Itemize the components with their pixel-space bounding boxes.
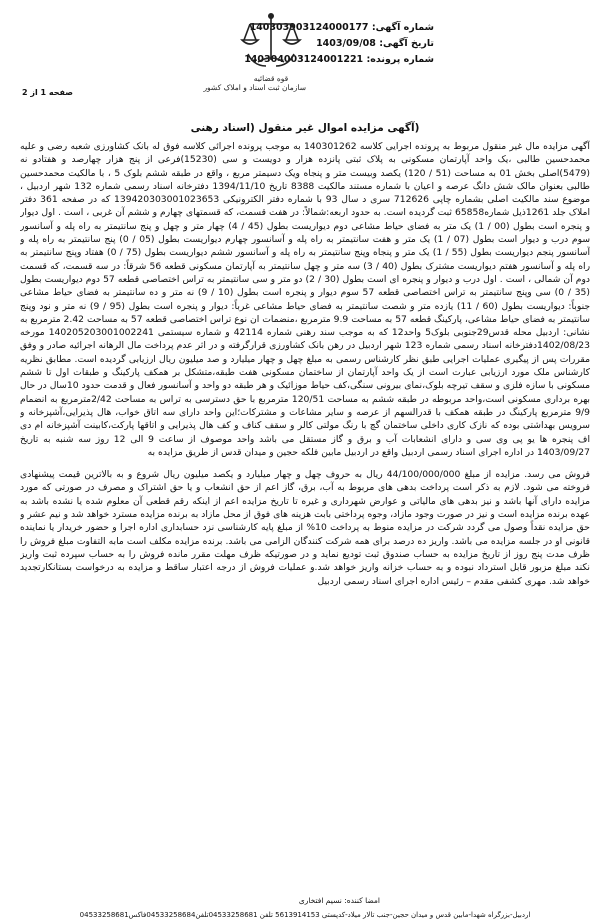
org-name-judiciary: قوه قضائیه [253, 74, 289, 83]
judiciary-emblem [203, 10, 306, 102]
ad-number-label: شماره آگهی: [371, 22, 434, 33]
office-address: اردبیل-بزرگراه شهدا-مابین قدس و میدان حجین-جنب تالار میلاد-کدپستی 5613914153 تلفن 04533258681تلفن04533258684فاکس04533258681 [79, 911, 531, 919]
ad-date: 1403/09/08 [316, 38, 376, 49]
document-body [20, 140, 590, 588]
document-title: (آگهی مزایده اموال غیر منقول (اسناد رهنی [190, 122, 420, 134]
signer-name: امضا کننده: نسیم افتخاری [298, 896, 380, 905]
page-number: صفحه 1 از 2 [22, 88, 73, 97]
ad-date-label: تاریخ آگهی: [379, 38, 434, 49]
ad-number: 140303903124000177 [249, 22, 369, 33]
scales-of-justice-icon [236, 10, 306, 72]
paragraph-property-description: آگهی مزایده مال غیر منقول مربوط به پرونده اجرایی کلاسه 140301262 به موجب پرونده اجرائی کلاسه فوق له بانک کشاورزی شعبه رضی و علیه محمدحسین طالبی ،یک واحد آپارتمان مسکونی به پلاک ثبتی پانزده هزار و دویست و سی (15230)فرعی از پنج هزار چهارصد و هفتادو نه (5479)اصلی بخش 01 به مساحت (51 / 120) یکصد وبیست متر و پنجاه ویک دسیمتر مربع ، واقع در طبقه ششم بلوک 5 ، با مالکیت محمدحسین طالبی بعنوان مالک شش دانگ عرصه و اعیان با شماره مستند مالکیت 8388 تاریخ 1394/11/10 دفترخانه اسناد رسمی شماره 132 شهر اردبیل ، موضوع سند مالکیت اصلی بشماره چاپی 712626 سری د سال 93 با شماره دفتر الکترونیکی 139420303001023653 که در صفحه 361 دفتر املاک جلد 1261ذیل شماره65858 ثبت گردیده است. به حدود اربعه:شمالاً: در هفت قسمت، که قسمتهای چهارم و ششم آن غربی ، است . اول دیوار و پنجره است بطول (00 / 1) یک متر به فضای حیاط مشاعی دوم دیواریست بطول (45 / 4) چهار متر و چهل و پنج سانتیمتر به راه پله و آسانسور سوم درب و دیوار است بطول (07 / 1) یک متر و هفت سانتیمتر به راه پله و آسانسور چهارم دیواریست بطول (05 / 0) پنج سانتیمتر به راه پله و آسانسور پنجم دیواریست بطول (55 / 1) یک متر و پنجاه وپنج سانتیمتر به راه پله و آسانسور ششم دیواریست بطول (75 / 0) هفتاد وپنج سانتیمتر به راه پله و آسانسور هفتم دیواریست مشترک بطول (40 / 3) سه متر و چهل سانتیمتر به آپارتمان مسکونی قطعه 56 شرقاً: در سه قسمت، که قسمت دوم آن شمالی ، است . اول درب و دیوار و پنجره ای است بطول (30 / 2) دو متر و سی سانتیمتر به تراس اختصاصی قطعه 57 دوم دیواریست بطول (35 / 0) سی وپنج سانتیمتر به تراس اختصاصی قطعه 57 سوم دیوار و پنجره است بطول (10 / 9) نه متر و ده سانتیمتر به فضای حیاط مشاعی جنوباً: دیواریست بطول (60 / 11) یازده متر و شصت سانتیمتر به فضای حیاط مشاعی غرباً: دیوار و پنجره است بطول (95 / 9) نه متر و نود وپنج سانتیمتر به فضای حیاط مشاعی، پارکینگ قطعه 57 به مساحت 9.9 مترمربع ،منضمات ان نوع تراس اختصاصی قطعه 57 به مساحت 2.42 مترمربع به نشانی: اردبیل محله قدس29جنوبی بلوک5 واحد12 که به موجب سند رهنی شماره 42114 و شماره سیستمی 140205203001002241 مورخه 1402/08/23دفترخانه اسناد رسمی شماره 123 شهر اردبیل در رهن بانک کشاورزی قرارگرفته و در اثر عدم پرداخت مال الرهانه اجرائیه صادر و وفق مقررات پس از پیگیری عملیات اجرایی طبق نظر کارشناس رسمی به مبلغ چهل و چهار میلیارد و صد میلیون ریال ارزیابی گردیده است. مطابق نظریه کارشناس ملک مورد ارزیابی عبارت است از یک واحد آپارتمان از ساختمان مسکونی هفت طبقه،متشکل بر همکف پارکینگ و طبقات اول تا ششم مسکونی با سازه فلزی و سقف تیرچه بلوک،نمای بیرونی سنگی،کف حیاط موزائیک و هر طبقه دو واحد و آسانسور فعال و قدمت حدود 10سال در حال بهره برداری مسکونی است،واحد مربوطه در طبقه ششم به مساحت 120/51 مترمربع با حق دسترسی به تراس به مساحت 2/42مترمربع به انضمام 9/9 مترمربع پارکینگ در طبقه همکف با قدرالسهم از عرصه و سایر مشاعات و مشترکات؛این واحد دارای سه اتاق خواب، هال پذیرایی،آشپزخانه و سرویس بهداشتی بوده که نازک کاری داخلی ساختمان گچ با رنگ مولتی کالر و سقف کناف و کف هال پذیرایی و اتاقها پارکت،کابینت آشپزخانه ام دی اف پنجره ها یو پی وی سی و دارای انشعابات آب و برق و گاز مستقل می باشد واحد موصوف از ساعت 9 الی 12 روز سه شنبه به تاریخ 1403/09/27 در اداره اجرای اسناد رسمی اردبیل واقع در اردبیل مابین فلکه حجین و میدان قدس از طریق مزایده به [20, 141, 590, 458]
case-number-label: شماره پرونده: [366, 54, 434, 65]
org-name-registration: سازمان ثبت اسناد و املاک کشور [203, 83, 306, 92]
case-number: 140304003124001221 [244, 54, 364, 65]
paragraph-auction-terms: فروش می رسد. مزایده از مبلغ 44/100/000/000 ریال به حروف چهل و چهار میلیارد و یکصد میلیون ریال شروع و به بالاترین قیمت پیشنهادی فروخته می شود. لازم به ذکر است پرداخت بدهی های مربوط به آب، برق، گاز اعم از حق انشعاب و یا حق اشتراک و مصرف در صورتی که مورد مزایده دارای آنها باشد و نیز بدهی های مالیاتی و عوارض شهرداری و غیره تا تاریخ مزایده اعم از اینکه رقم قطعی آن معلوم شده یا نشده باشد به عهده برنده مزایده است و نیز در صورت وجود مازاد، وجوه پرداختی بابت هزینه های فوق از محل مازاد به برنده مزایده مسترد خواهد شد و نیم عشر و حق مزایده نقداً وصول می گردد شرکت در مزایده منوط به پرداخت 10% از مبلغ پایه کارشناسی نزد حسابداری اداره اجرا و حضور خریدار یا نماینده قانونی او در جلسه مزایده می باشد. واریز ده درصد برای همه شرکت کنندگان الزامی می باشد. برنده مزایده مکلف است مابه التفاوت مبلغ فروش را ظرف مدت پنج روز از تاریخ مزایده به حساب صندوق ثبت تودیع نماید و در صورتیکه ظرف مهلت مقرر مانده فروش را به حساب سپرده ثبت واریز نکند مبلغ مزبور قابل استرداد نبوده و به حساب خزانه واریز خواهد شد.و عملیات فروش از درجه اعتبار ساقط و مزایده به درخواست بستانکارتجدید خواهد شد. مهری کشفی مقدم – رئیس اداره اجرای اسناد رسمی اردبیل [20, 469, 590, 587]
